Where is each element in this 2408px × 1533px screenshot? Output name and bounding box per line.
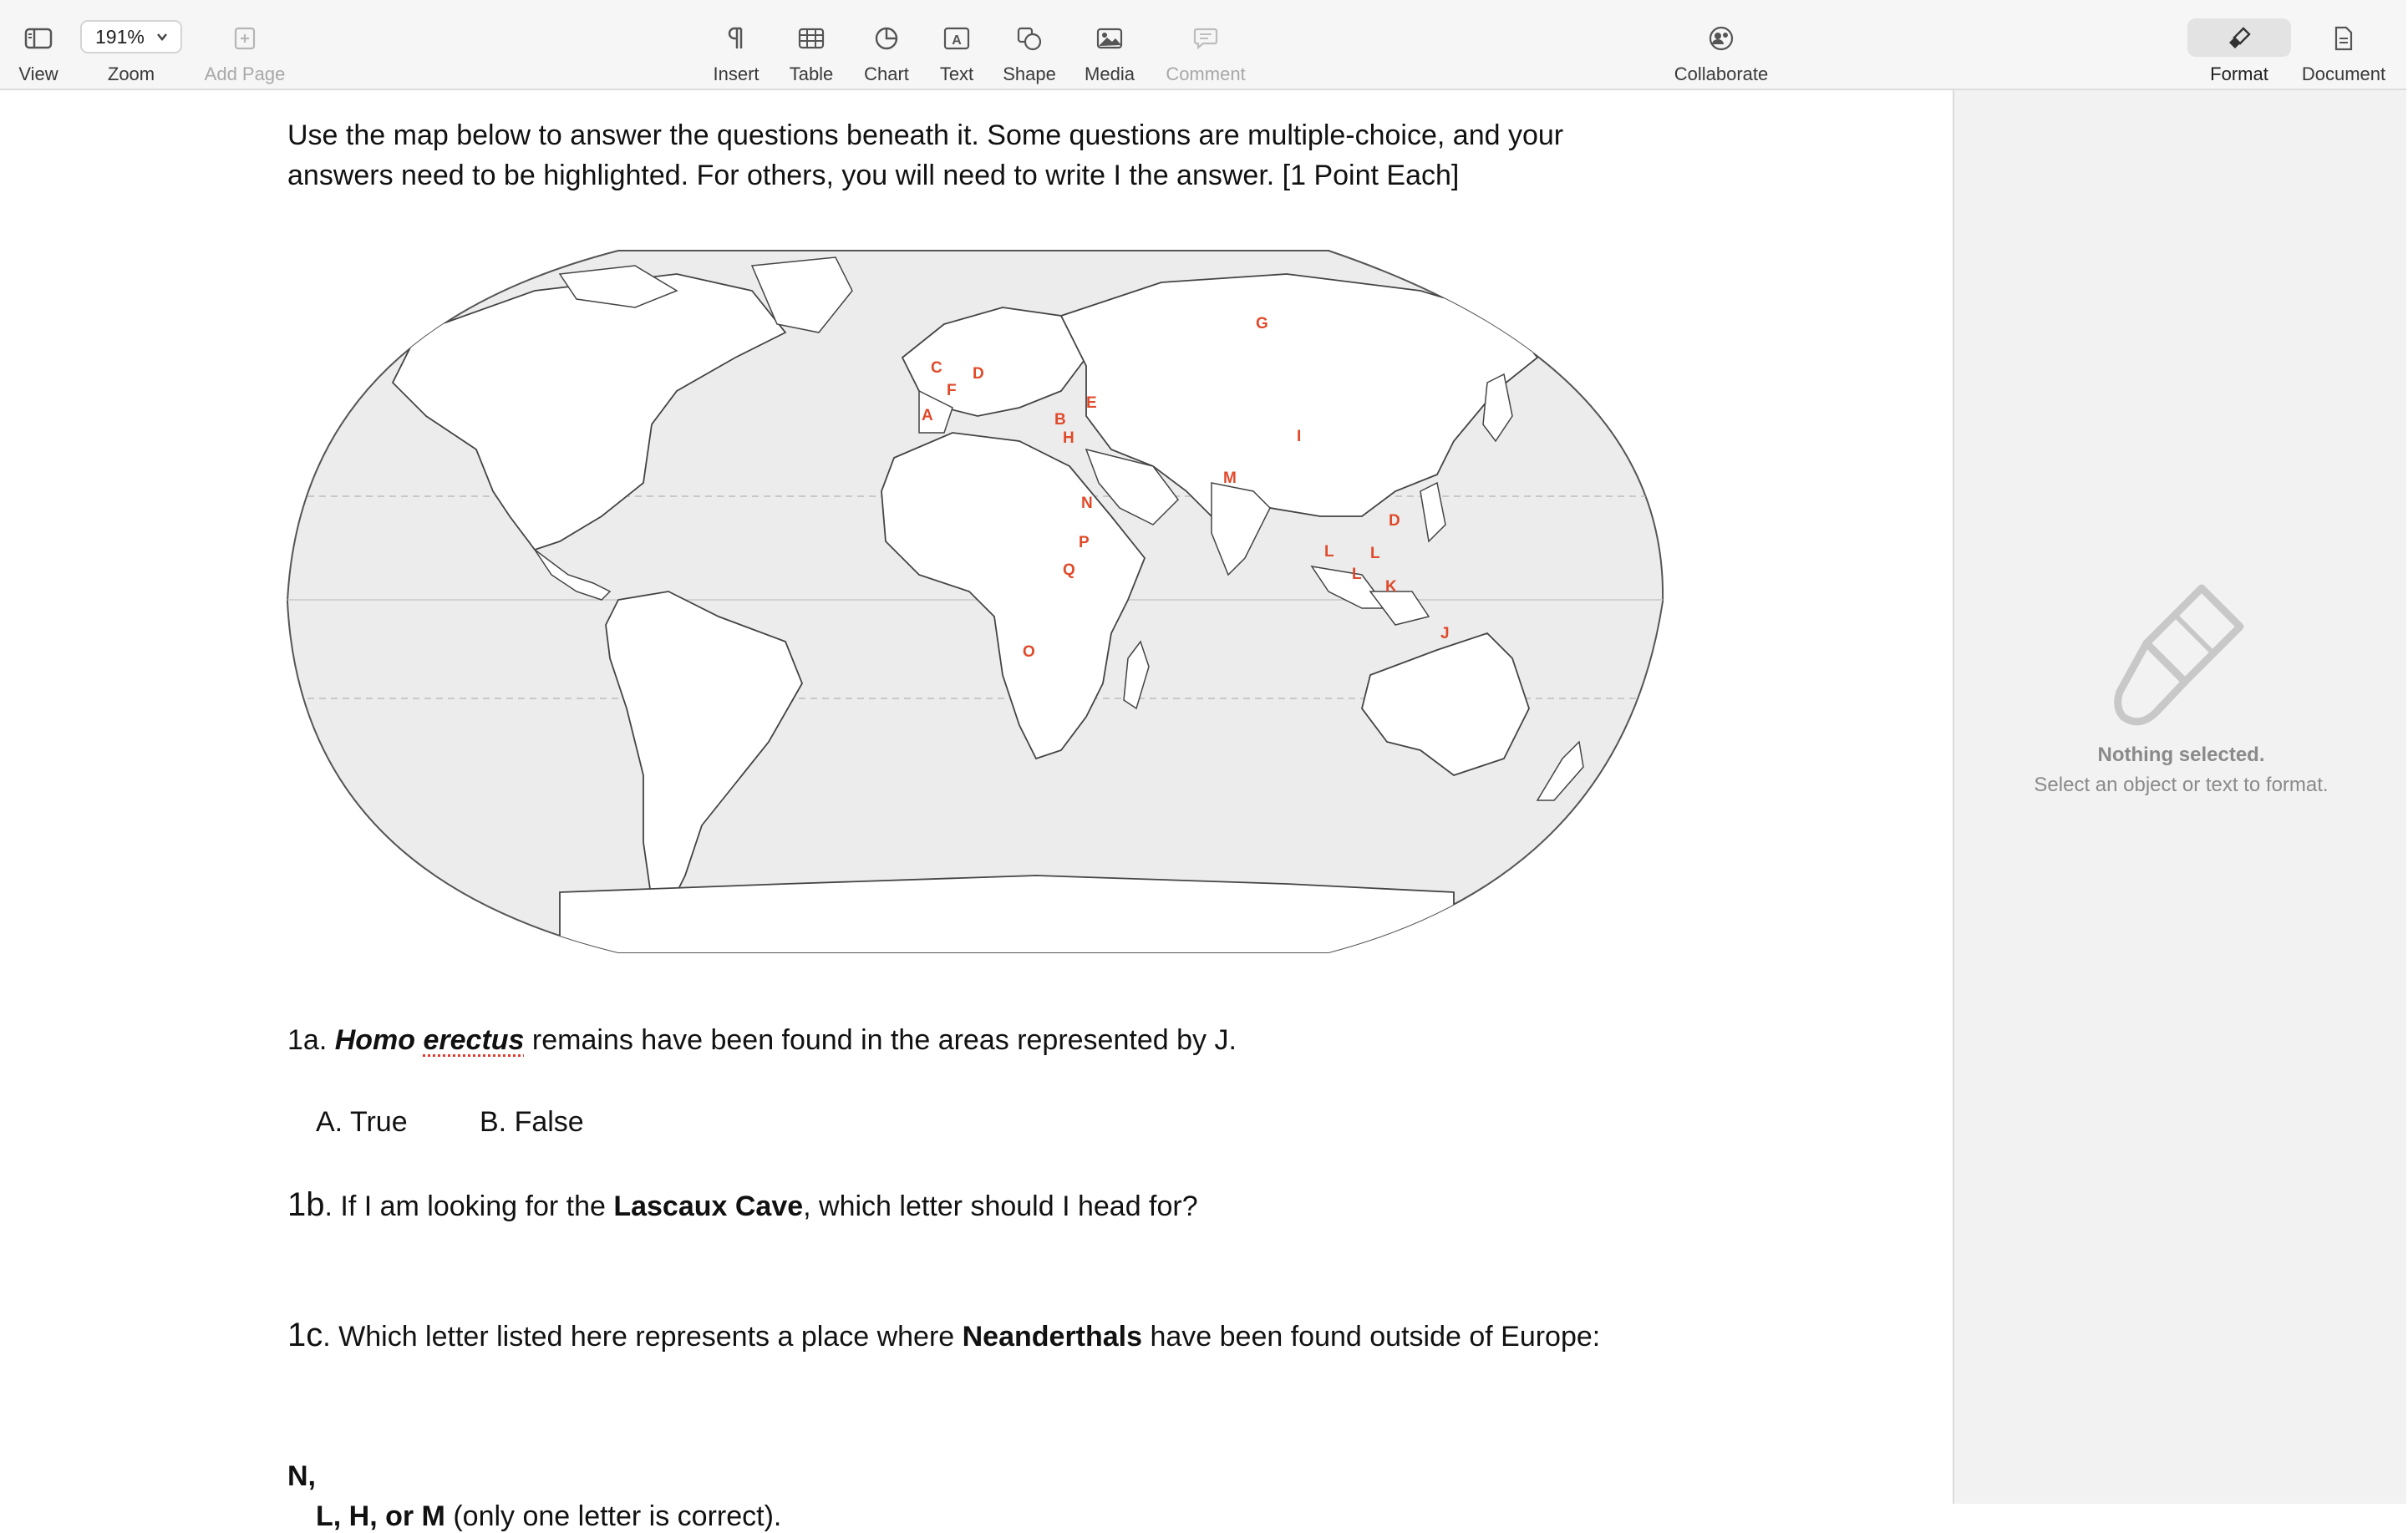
comment-button[interactable] — [1161, 0, 1250, 90]
add-page-label: Add Page — [204, 63, 286, 84]
option-false[interactable]: B. False — [480, 1106, 584, 1138]
add-page-icon — [234, 27, 256, 50]
question-1b-pre: . If I am looking for the — [324, 1190, 614, 1222]
collaborate-icon — [1707, 26, 1735, 51]
question-1a-text: remains have been found in the areas represented by J. — [524, 1024, 1237, 1056]
text-label: Text — [939, 63, 974, 84]
chart-button[interactable] — [857, 0, 916, 90]
map-label-c: C — [931, 359, 942, 377]
photo-icon — [1096, 28, 1123, 49]
document-button[interactable] — [2299, 0, 2388, 90]
map-label-m: M — [1223, 470, 1237, 487]
question-1b-post: , which letter should I head for? — [803, 1190, 1198, 1222]
media-button[interactable] — [1080, 0, 1140, 90]
map-label-g: G — [1256, 315, 1268, 332]
world-map[interactable] — [284, 241, 1668, 962]
question-1b-number: 1b — [287, 1186, 325, 1223]
question-1b[interactable] — [287, 1186, 1198, 1224]
answer-choices: L, H, or M — [316, 1500, 445, 1532]
map-label-o: O — [1023, 643, 1035, 661]
map-label-l3: L — [1352, 566, 1362, 583]
svg-text:A: A — [952, 33, 962, 48]
question-1a-number: 1a. — [287, 1024, 328, 1056]
question-1c-number: 1c — [287, 1317, 323, 1353]
map-label-f: F — [947, 382, 957, 399]
comment-label: Comment — [1166, 63, 1246, 84]
shape-label: Shape — [1003, 63, 1056, 84]
table-icon — [798, 28, 825, 49]
text-box-icon — [943, 27, 970, 50]
map-label-p: P — [1079, 534, 1090, 551]
document-label: Document — [2301, 63, 2386, 84]
map-label-i: I — [1297, 428, 1302, 445]
zoom-value: 191% — [95, 25, 145, 48]
paintbrush-icon-large — [2115, 581, 2248, 728]
nothing-selected-title: Nothing selected. — [2097, 744, 2265, 766]
map-label-a: A — [922, 407, 933, 424]
collaborate-button[interactable] — [1668, 0, 1775, 90]
insert-label: Insert — [713, 63, 759, 84]
paintbrush-icon — [2227, 26, 2252, 51]
shape-button[interactable] — [999, 0, 1059, 90]
map-label-h: H — [1063, 429, 1074, 447]
view-button[interactable] — [12, 0, 65, 90]
world-map-svg — [284, 241, 1668, 962]
sidebar-toggle-icon — [24, 28, 53, 49]
map-label-k: K — [1385, 578, 1397, 596]
question-1c-pre: . Which letter listed here represents a place where — [323, 1321, 963, 1353]
map-label-d: D — [973, 365, 984, 383]
chart-pie-icon — [874, 26, 899, 51]
shape-icon — [1016, 26, 1043, 51]
pilcrow-icon — [726, 26, 746, 51]
zoom-label-wrap — [102, 0, 160, 90]
option-true[interactable]: A. True — [316, 1106, 408, 1138]
comment-icon — [1193, 27, 1218, 50]
question-1c-line3[interactable] — [316, 1500, 781, 1533]
document-icon — [2334, 26, 2354, 51]
map-label-e: E — [1086, 394, 1097, 412]
format-sidebar — [1953, 90, 2406, 1504]
table-button[interactable] — [782, 0, 841, 90]
lascaux-cave-text: Lascaux Cave — [613, 1190, 804, 1222]
document-canvas[interactable] — [0, 90, 1953, 1532]
question-1c-line2[interactable]: N, — [287, 1460, 316, 1492]
question-1c[interactable] — [287, 1317, 1600, 1354]
toolbar — [0, 0, 2406, 90]
question-1c-note: (only one letter is correct). — [445, 1500, 782, 1532]
neanderthals-text: Neanderthals — [962, 1321, 1143, 1353]
nothing-selected-subtitle: Select an object or text to format. — [2034, 774, 2329, 796]
insert-button[interactable] — [707, 0, 765, 90]
instructions-paragraph[interactable]: Use the map below to answer the questions beneath it. Some questions are multiple-choice, and your answers need to be highlighted. For others, you will need to write I the answer. [1 Point Each] — [287, 119, 1564, 191]
view-label: View — [18, 63, 58, 84]
map-label-n: N — [1081, 495, 1093, 512]
species-genus: Homo — [334, 1024, 416, 1056]
text-button[interactable] — [927, 0, 986, 90]
map-label-b: B — [1054, 411, 1066, 429]
map-label-q: Q — [1063, 561, 1075, 579]
media-label: Media — [1085, 63, 1135, 84]
map-label-l1: L — [1324, 543, 1334, 561]
chart-label: Chart — [864, 63, 909, 84]
map-label-d2: D — [1389, 512, 1400, 530]
map-label-j: J — [1440, 625, 1450, 642]
species-name-misspelled: erectus — [423, 1024, 525, 1056]
question-1c-post: have been found outside of Europe: — [1142, 1321, 1601, 1353]
map-label-l2: L — [1370, 545, 1380, 562]
collaborate-label: Collaborate — [1674, 63, 1769, 84]
zoom-label: Zoom — [107, 63, 155, 84]
format-label: Format — [2210, 63, 2268, 84]
table-label: Table — [789, 63, 834, 84]
question-1a[interactable] — [287, 1024, 1237, 1057]
add-page-button[interactable] — [199, 0, 291, 90]
format-button[interactable] — [2202, 0, 2276, 90]
